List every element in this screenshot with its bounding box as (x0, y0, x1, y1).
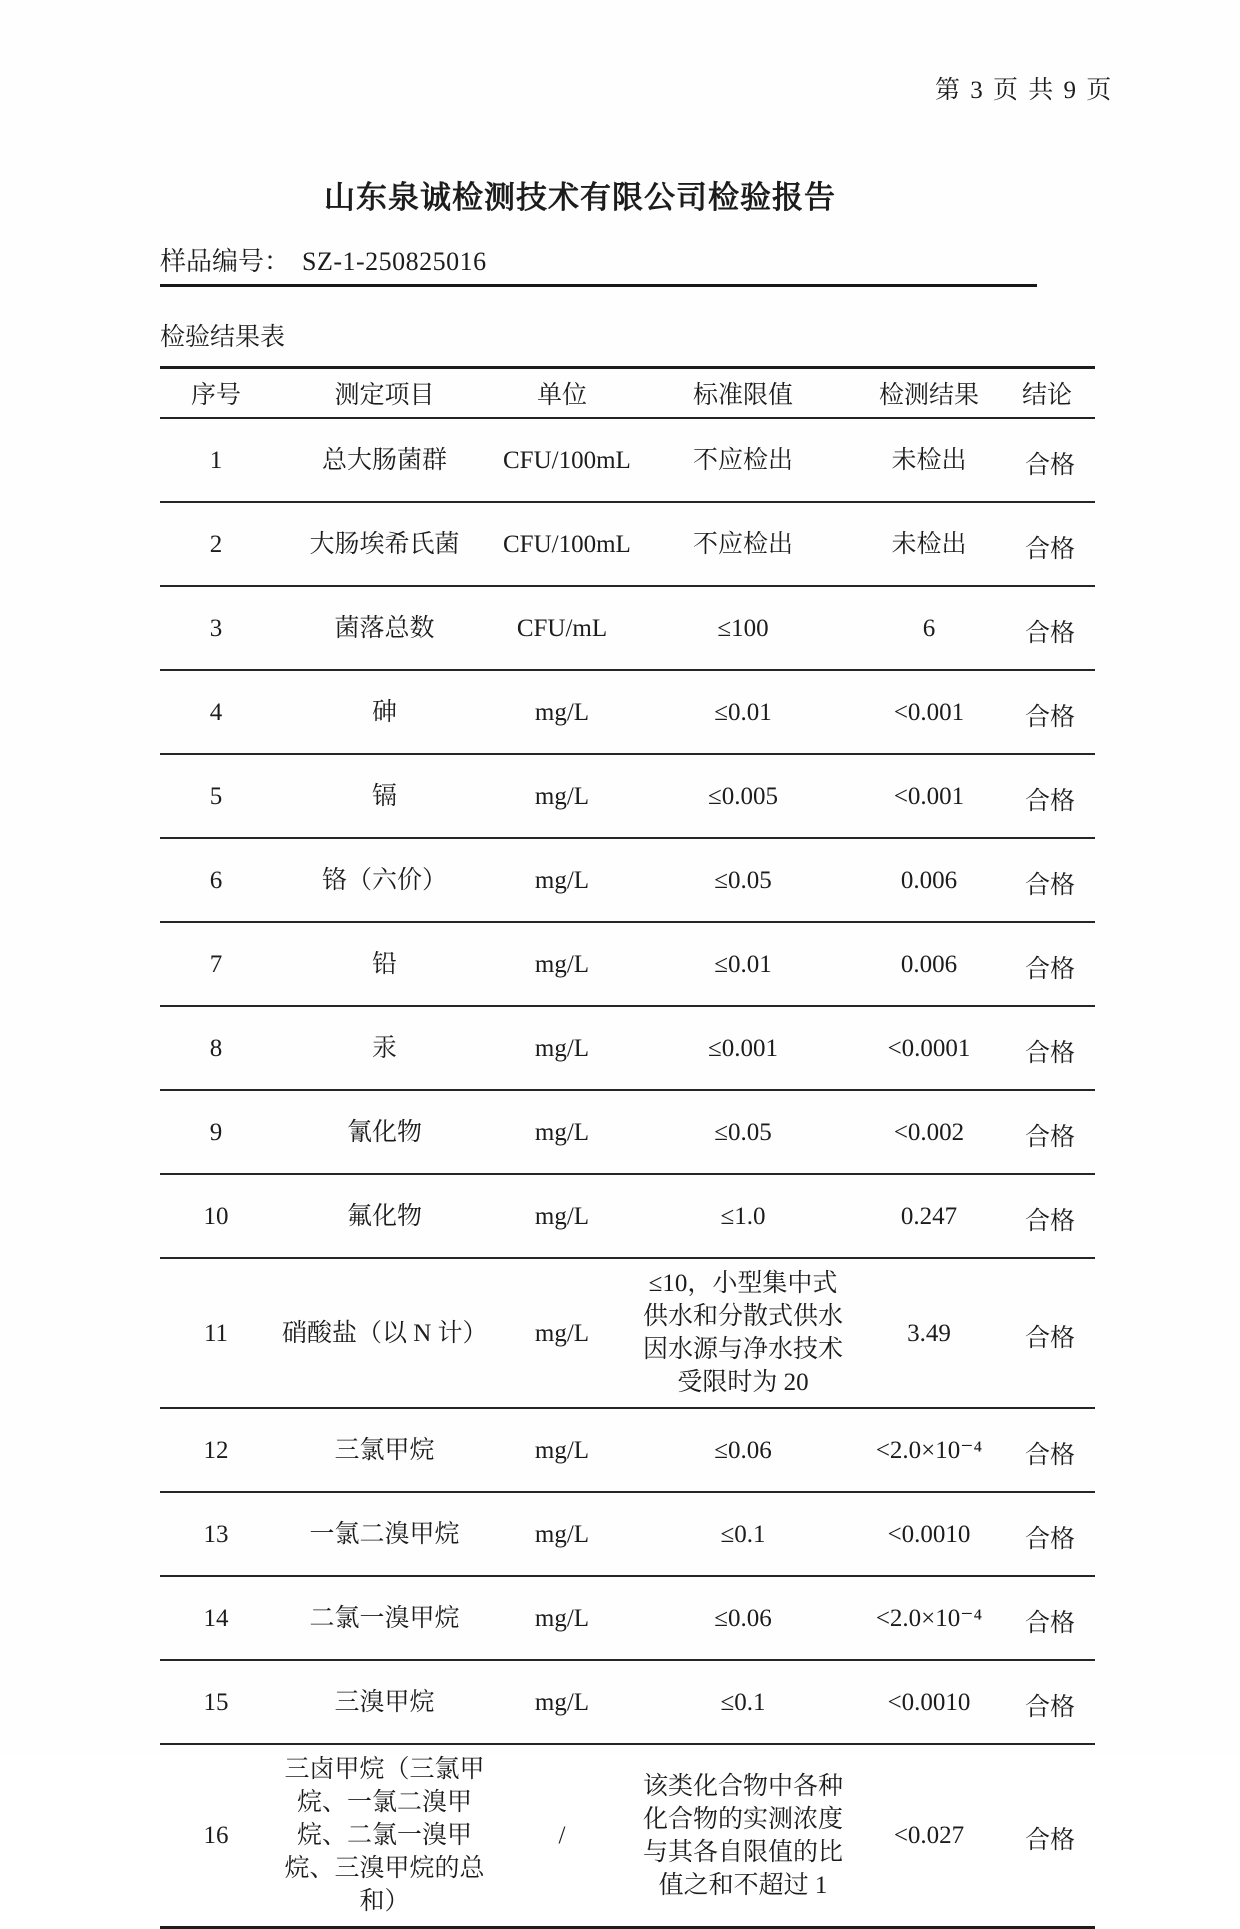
conclusion: 合格 (999, 1090, 1095, 1174)
conclusion: 合格 (999, 586, 1095, 670)
standard-limit: ≤0.01 (627, 670, 859, 754)
table-row (160, 1258, 1095, 1408)
conclusion: 合格 (999, 1576, 1095, 1660)
test-item: 总大肠菌群 (272, 418, 497, 502)
row-number: 1 (160, 418, 272, 502)
row-number: 8 (160, 1006, 272, 1090)
conclusion: 合格 (999, 1408, 1095, 1492)
conclusion: 合格 (999, 838, 1095, 922)
table-row (160, 754, 1095, 838)
table-row (160, 502, 1095, 586)
test-result: 0.006 (859, 922, 999, 1006)
unit: mg/L (497, 922, 627, 1006)
unit: mg/L (497, 1258, 627, 1408)
standard-limit: ≤0.05 (627, 838, 859, 922)
table-row (160, 1744, 1095, 1928)
standard-limit: ≤0.06 (627, 1408, 859, 1492)
standard-limit: ≤0.1 (627, 1660, 859, 1744)
test-result: 未检出 (859, 502, 999, 586)
row-number: 4 (160, 670, 272, 754)
sample-number-line (160, 241, 1037, 287)
unit: mg/L (497, 754, 627, 838)
unit: mg/L (497, 1576, 627, 1660)
col-header-conclusion: 结论 (999, 368, 1095, 419)
sample-number-label: 样品编号： (160, 247, 291, 276)
unit: mg/L (497, 1174, 627, 1258)
row-number: 10 (160, 1174, 272, 1258)
table-row (160, 1006, 1095, 1090)
test-result: 未检出 (859, 418, 999, 502)
table-header-row (160, 368, 1095, 419)
test-item: 砷 (272, 670, 497, 754)
table-row (160, 418, 1095, 502)
test-result: 6 (859, 586, 999, 670)
standard-limit: ≤10，小型集中式供水和分散式供水因水源与净水技术受限时为 20 (627, 1258, 859, 1408)
standard-limit: 不应检出 (627, 502, 859, 586)
conclusion: 合格 (999, 670, 1095, 754)
results-table-caption: 检验结果表 (160, 324, 286, 351)
unit: mg/L (497, 1090, 627, 1174)
test-item: 三溴甲烷 (272, 1660, 497, 1744)
row-number: 5 (160, 754, 272, 838)
standard-limit: ≤0.05 (627, 1090, 859, 1174)
table-row (160, 922, 1095, 1006)
standard-limit: 不应检出 (627, 418, 859, 502)
standard-limit: ≤1.0 (627, 1174, 859, 1258)
conclusion: 合格 (999, 1660, 1095, 1744)
report-content (160, 0, 1095, 1929)
test-result: 3.49 (859, 1258, 999, 1408)
test-item: 三氯甲烷 (272, 1408, 497, 1492)
unit: mg/L (497, 1660, 627, 1744)
unit: mg/L (497, 670, 627, 754)
col-header-no: 序号 (160, 368, 272, 419)
col-header-item: 测定项目 (272, 368, 497, 419)
test-result: <2.0×10⁻⁴ (859, 1408, 999, 1492)
row-number: 6 (160, 838, 272, 922)
unit: mg/L (497, 1006, 627, 1090)
conclusion: 合格 (999, 1258, 1095, 1408)
col-header-unit: 单位 (497, 368, 627, 419)
row-number: 15 (160, 1660, 272, 1744)
test-result: <0.0010 (859, 1660, 999, 1744)
conclusion: 合格 (999, 754, 1095, 838)
test-result: <0.027 (893, 1822, 965, 1849)
row-number: 13 (160, 1492, 272, 1576)
table-row (160, 1660, 1095, 1744)
table-row (160, 670, 1095, 754)
test-result: <0.0010 (859, 1492, 999, 1576)
row-number: 3 (160, 586, 272, 670)
conclusion: 合格 (999, 502, 1095, 586)
unit: mg/L (497, 1492, 627, 1576)
test-item: 一氯二溴甲烷 (272, 1492, 497, 1576)
row-number: 14 (160, 1576, 272, 1660)
test-item: 镉 (272, 754, 497, 838)
standard-limit: ≤0.06 (627, 1576, 859, 1660)
test-item: 二氯一溴甲烷 (272, 1576, 497, 1660)
test-result: 0.006 (859, 838, 999, 922)
col-header-limit: 标准限值 (627, 368, 859, 419)
unit: CFU/100mL (497, 418, 627, 502)
test-result: 0.247 (859, 1174, 999, 1258)
sample-number-value: SZ-1-250825016 (302, 247, 487, 276)
table-row (160, 1492, 1095, 1576)
report-title: 山东泉诚检测技术有限公司检验报告 (324, 180, 836, 215)
table-row (160, 1090, 1095, 1174)
test-item: 菌落总数 (272, 586, 497, 670)
page-number: 第 3 页 共 9 页 (935, 77, 1114, 104)
results-table (160, 366, 1095, 1929)
table-row (160, 1174, 1095, 1258)
unit: / (558, 1822, 566, 1849)
standard-limit: ≤0.1 (627, 1492, 859, 1576)
test-item: 大肠埃希氏菌 (272, 502, 497, 586)
conclusion: 合格 (999, 1492, 1095, 1576)
table-row (160, 838, 1095, 922)
conclusion: 合格 (999, 922, 1095, 1006)
col-header-result: 检测结果 (859, 368, 999, 419)
unit: CFU/100mL (497, 502, 627, 586)
conclusion: 合格 (999, 1174, 1095, 1258)
test-result: <2.0×10⁻⁴ (859, 1576, 999, 1660)
row-number: 11 (160, 1258, 272, 1408)
test-item: 汞 (272, 1006, 497, 1090)
table-row (160, 586, 1095, 670)
table-row (160, 1576, 1095, 1660)
standard-limit: ≤0.001 (627, 1006, 859, 1090)
standard-limit: ≤0.01 (627, 922, 859, 1006)
standard-limit: ≤0.005 (627, 754, 859, 838)
row-number: 16 (203, 1822, 229, 1849)
results-table-body (160, 418, 1095, 1928)
test-item: 氟化物 (272, 1174, 497, 1258)
unit: CFU/mL (497, 586, 627, 670)
row-number: 9 (160, 1090, 272, 1174)
conclusion: 合格 (1024, 1827, 1075, 1854)
test-result: <0.001 (859, 754, 999, 838)
test-item: 铅 (272, 922, 497, 1006)
unit: mg/L (497, 1408, 627, 1492)
test-result: <0.0001 (859, 1006, 999, 1090)
test-result: <0.002 (859, 1090, 999, 1174)
row-number: 7 (160, 922, 272, 1006)
standard-limit: 该类化合物中各种化合物的实测浓度与其各自限值的比值之和不超过 1 (643, 1772, 844, 1899)
table-row (160, 1408, 1095, 1492)
unit: mg/L (497, 838, 627, 922)
conclusion: 合格 (999, 418, 1095, 502)
test-result: <0.001 (859, 670, 999, 754)
row-number: 12 (160, 1408, 272, 1492)
test-item: 硝酸盐（以 N 计） (272, 1258, 497, 1408)
test-item: 氰化物 (272, 1090, 497, 1174)
conclusion: 合格 (999, 1006, 1095, 1090)
test-item: 三卤甲烷（三氯甲烷、一氯二溴甲烷、二氯一溴甲烷、三溴甲烷的总和） (284, 1756, 485, 1915)
test-item: 铬（六价） (272, 838, 497, 922)
row-number: 2 (160, 502, 272, 586)
standard-limit: ≤100 (627, 586, 859, 670)
